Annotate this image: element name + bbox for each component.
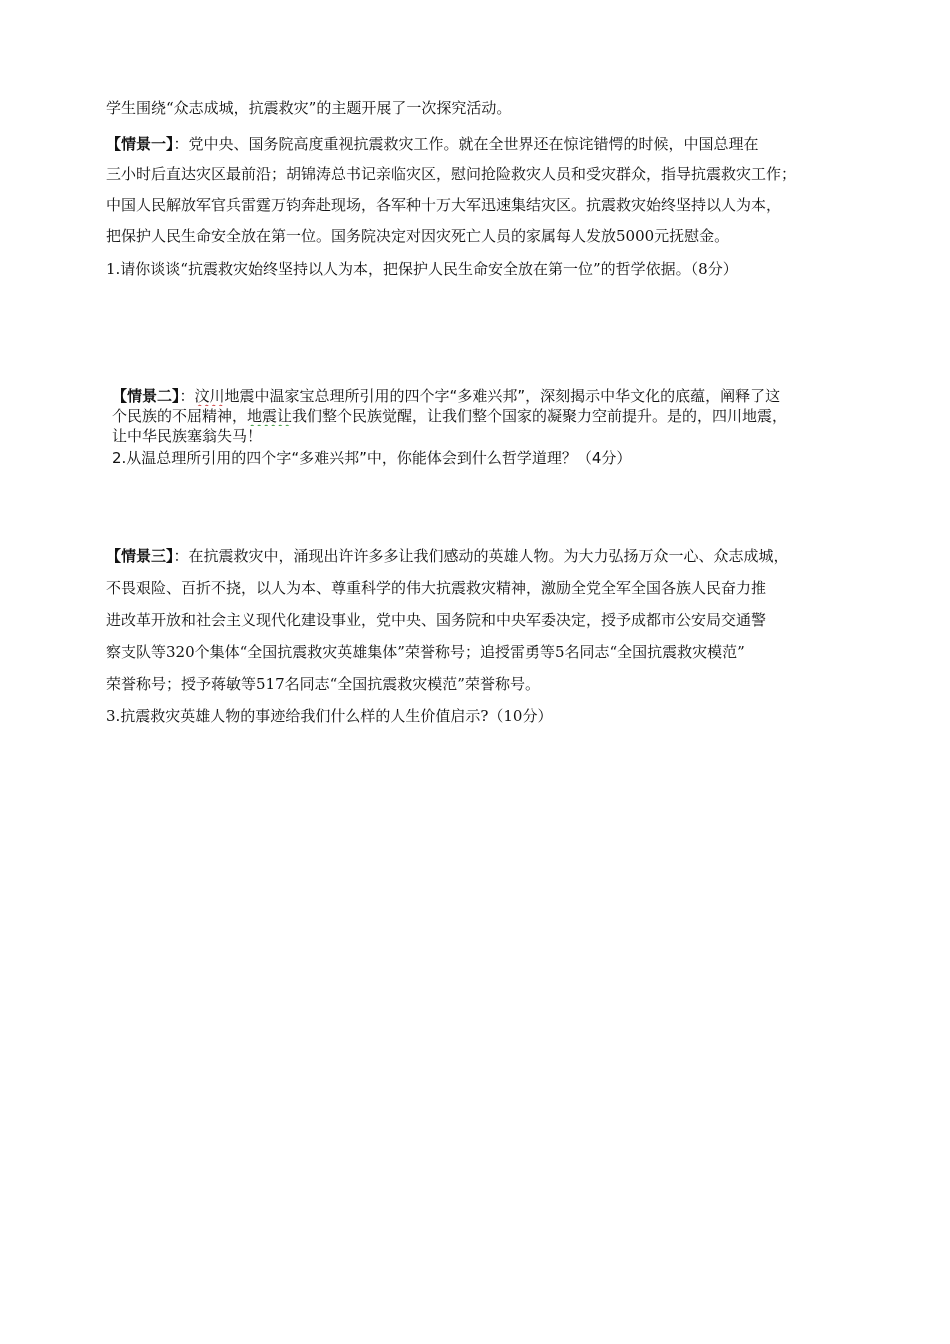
scene2-underlined-word-2: 地震让	[247, 407, 293, 425]
scene3-line-4: 察支队等320个集体“全国抗震救灾英雄集体”荣誉称号；追授雷勇等5名同志“全国抗震救灾模范”	[106, 643, 745, 661]
scene1-label: 【情景一】	[106, 135, 174, 153]
scene3-line-3: 进改革开放和社会主义现代化建设事业，党中央、国务院和中央军委决定，授予成都市公安局交通警	[106, 611, 767, 629]
scene3-text-1: ：在抗震救灾中，涌现出许许多多让我们感动的英雄人物。为大力弘扬万众一心、众志成城，	[173, 547, 789, 565]
scene1-line-3: 中国人民解放军官兵雷霆万钧奔赴现场，各军种十万大军迅速集结灾区。抗震救灾始终坚持以人为本，	[106, 196, 782, 214]
scene2-underlined-word-1: 汶川	[194, 387, 225, 405]
scene2-colon: ：	[179, 387, 195, 405]
scene1-text-1: ：党中央、国务院高度重视抗震救灾工作。就在全世界还在惊诧错愕的时候，中国总理在	[173, 135, 759, 153]
question-2: 2.从温总理所引用的四个字“多难兴邦”中，你能体会到什么哲学道理？（4分）	[112, 449, 632, 467]
intro-text: 学生围绕“众志成城，抗震救灾”的主题开展了一次探究活动。	[106, 99, 512, 117]
scene3-line-5: 荣誉称号；授予蒋敏等517名同志“全国抗震救灾模范”荣誉称号。	[106, 675, 540, 693]
scene2-label: 【情景二】	[112, 387, 180, 405]
scene1-line-4: 把保护人民生命安全放在第一位。国务院决定对因灾死亡人员的家属每人发放5000元抚慰金。	[106, 227, 730, 245]
scene2-line-1	[112, 386, 872, 406]
question-3: 3.抗震救灾英雄人物的事迹给我们什么样的人生价值启示?（10分）	[106, 707, 553, 725]
scene1-line-2: 三小时后直达灾区最前沿；胡锦涛总书记亲临灾区，慰问抢险救灾人员和受灾群众，指导抗震救灾工作；	[106, 165, 797, 183]
scene2-text-1: 地震中温家宝总理所引用的四个字“多难兴邦”，深刻揭示中华文化的底蕴，阐释了这	[224, 387, 781, 405]
scene2-block	[112, 386, 872, 468]
scene1-line-1	[106, 134, 866, 154]
scene2-line-3: 让中华民族塞翁失马！	[112, 427, 263, 445]
scene2-text-2a: 个民族的不屈精神，	[112, 407, 248, 425]
question-1: 1.请你谈谈“抗震救灾始终坚持以人为本，把保护人民生命安全放在第一位”的哲学依据。（8分）	[106, 260, 738, 278]
scene3-line-2: 不畏艰险、百折不挠，以人为本、尊重科学的伟大抗震救灾精神，激励全党全军全国各族人民奋力推	[106, 579, 767, 597]
scene2-text-2b: 我们整个民族觉醒，让我们整个国家的凝聚力空前提升。是的，四川地震，	[292, 407, 788, 425]
scene2-line-2	[112, 406, 872, 426]
scene3-line-1	[106, 546, 866, 566]
scene3-label: 【情景三】	[106, 547, 174, 565]
